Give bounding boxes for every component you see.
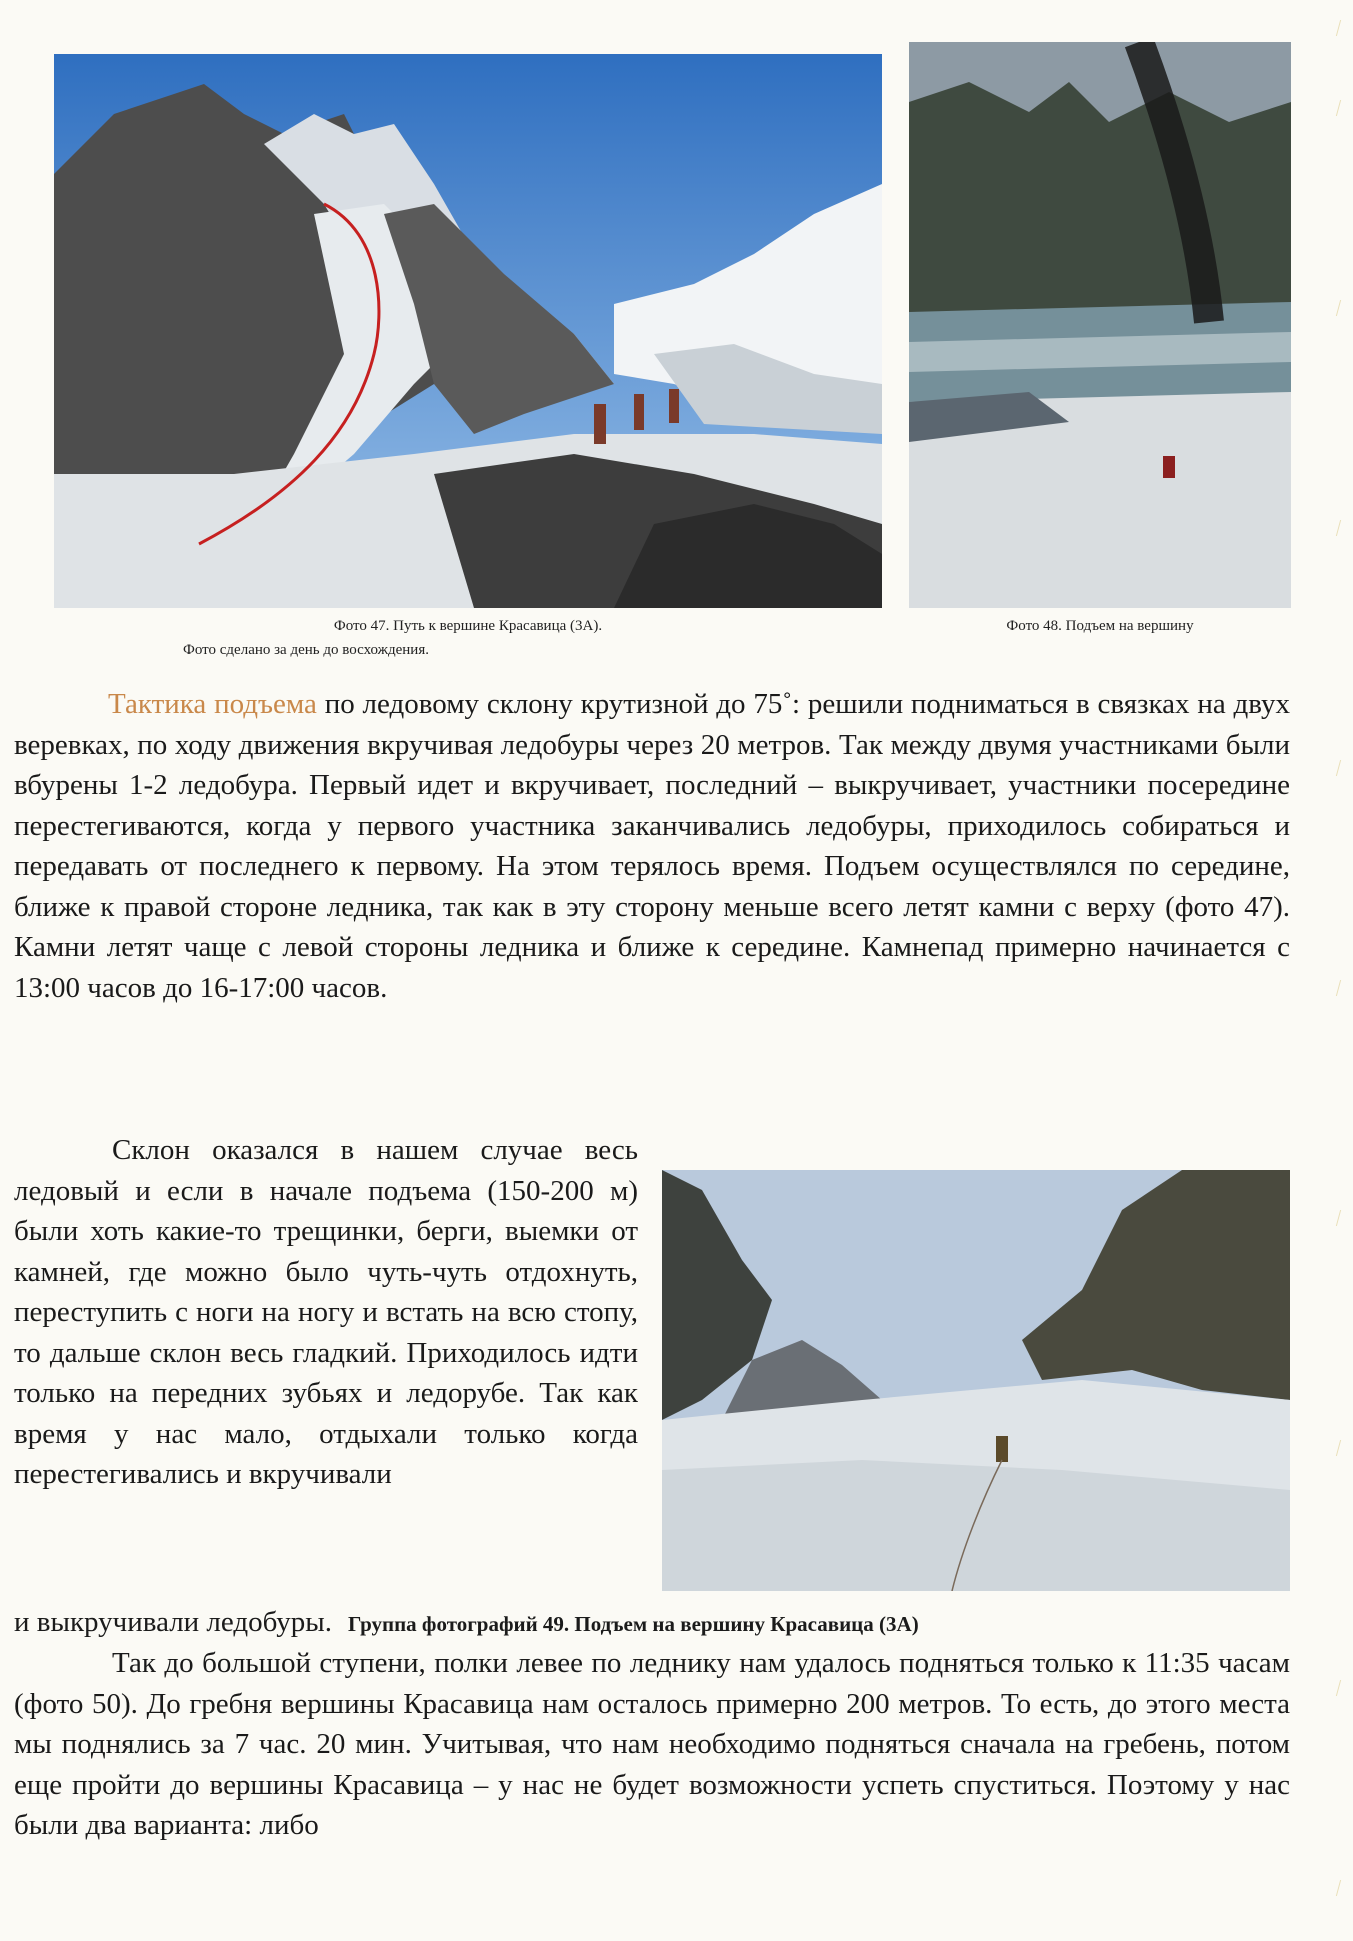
photo-47	[54, 54, 882, 608]
caption-photo-47-line1: Фото 47. Путь к вершине Красавица (3А).	[333, 618, 603, 634]
paragraph-1-text: по ледовому склону крутизной до 75˚: решили подниматься в связках на двух веревках, по ходу движения вкручивая ледобуры через 20 метров. Так между двумя участниками были вбурены 1-2 ледобура. Первый идет и вкручивает, последний – выкручивает, участники посередине перестегиваются, когда у первого участника заканчивались ледобуры, приходилось собираться и передавать от последнего к первому. На этом терялось время. Подъем осуществлялся по середине, ближе к правой стороне ледника, так как в эту сторону меньше всего летят камни с верху (фото 47). Камни летят чаще с левой стороны ледника и ближе к середине. Камнепад примерно начинается с 13:00 часов до 16-17:00 часов.	[14, 688, 1290, 1004]
mountain-photo-47	[54, 54, 882, 608]
caption-photo-48: Фото 48. Подъем на вершину	[1006, 618, 1194, 634]
paragraph-2-end: и выкручивали ледобуры.	[14, 1606, 333, 1638]
caption-photo-47	[54, 614, 882, 662]
paragraph-2-end-line	[14, 1602, 1334, 1647]
caption-photo-47-line2: Фото сделано за день до восхождения.	[183, 642, 429, 658]
margin-decoration	[1313, 0, 1353, 1941]
paragraph-1	[14, 684, 1290, 1008]
glacier-photo-48	[909, 42, 1291, 608]
ice-slope-photo-49	[662, 1170, 1290, 1591]
paragraph-3: Так до большой ступени, полки левее по леднику нам удалось подняться только к 11:35 часам (фото 50). До гребня вершины Красавица нам осталось примерно 200 метров. То есть, до этого места мы поднялись за 7 час. 20 мин. Учитывая, что нам необходимо подняться сначала на гребень, потом еще пройти до вершины Красавица – у нас не будет возможности успеть спуститься. Поэтому у нас были два варианта: либо	[14, 1647, 1290, 1841]
paragraph-2: Склон оказался в нашем случае весь ледовый и если в начале подъема (150-200 м) были хоть какие-то трещинки, берги, выемки от камней, где можно было чуть-чуть отдохнуть, переступить с ноги на ногу и встать на всю стопу, то дальше склон весь гладкий. Приходилось идти только на передних зубьях и ледорубе. Так как время у нас мало, отдыхали только когда перестегивались и вкручивали	[14, 1134, 638, 1490]
photo-49	[662, 1170, 1290, 1591]
photo-48	[909, 42, 1291, 608]
paragraph-1-accent: Тактика подъема	[108, 688, 317, 720]
caption-group-49: Группа фотографий 49. Подъем на вершину Красавица (3А)	[348, 1612, 919, 1636]
